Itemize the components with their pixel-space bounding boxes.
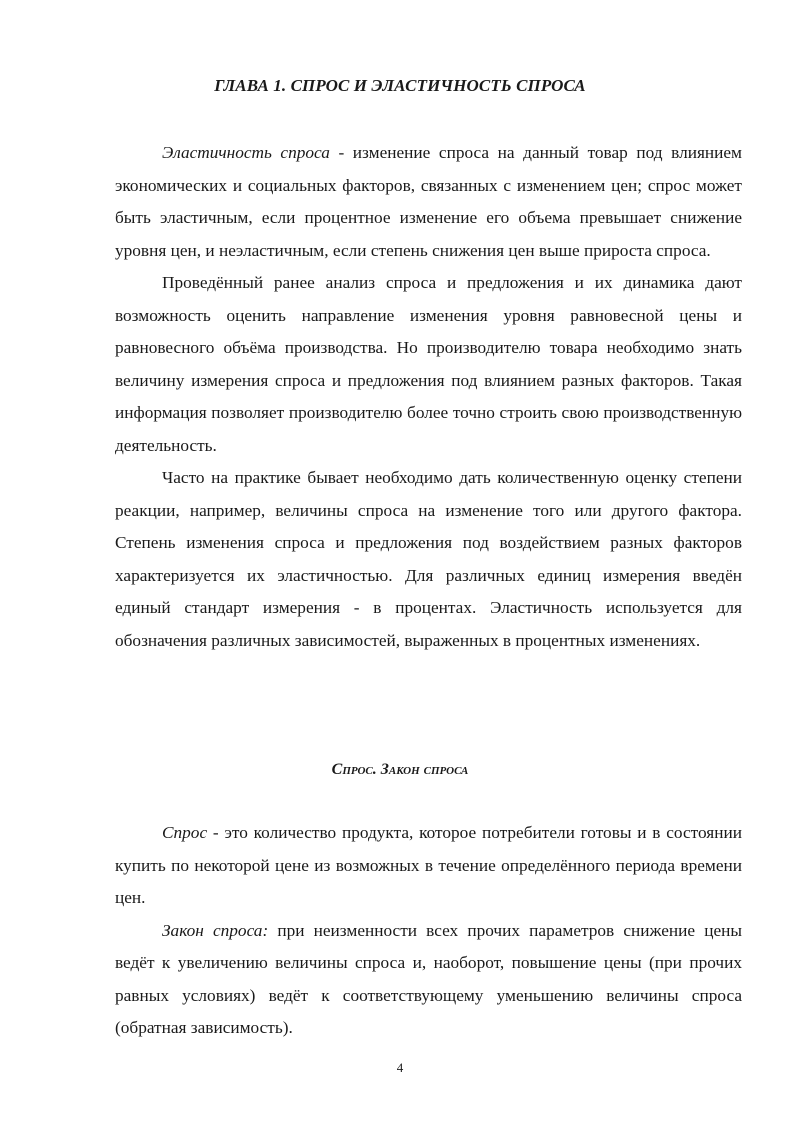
paragraph-text: - изменение спроса на данный товар под влиянием экономических и социальных факторов, связанных с изменением цен; спрос может быть эластичным, если процентное изменение его объема превышает снижение уровня цен, и неэластичным, если степень снижения цен выше прироста спроса. xyxy=(115,143,742,260)
section-title: Спрос. Закон спроса xyxy=(331,761,469,778)
term-law-of-demand: Закон спроса: xyxy=(162,920,269,940)
page-number: 4 xyxy=(396,1060,404,1075)
paragraph-text: Проведённый ранее анализ спроса и предложения и их динамика дают возможность оценить направление изменения уровня равновесной цены и равновесного объёма производства. Но производителю товара необходимо знать величину измерения спроса и предложения под влиянием разных факторов. Такая информация позволяет производителю более точно строить свою производственную деятельность. xyxy=(115,273,742,455)
term-demand: Спрос xyxy=(162,823,208,842)
paragraph-practice xyxy=(115,462,742,657)
term-elasticity: Эластичность спроса xyxy=(162,143,330,162)
paragraph-text: при неизменности всех прочих параметров снижение цены ведёт к увеличению величины спроса и, наоборот, повышение цены (при прочих равных условиях) ведёт к соответствующему уменьшению величины спроса (обратная зависимость). xyxy=(115,920,742,1037)
paragraph-elasticity-definition xyxy=(115,137,742,267)
paragraph-text: Часто на практике бывает необходимо дать количественную оценку степени реакции, например, величины спроса на изменение того или другого фактора. Степень изменения спроса и предложения под воздействием разных факторов характеризуется их эластичностью. Для различных единиц измерения введён единый стандарт измерения - в процентах. Эластичность используется для обозначения различных зависимостей, выраженных в процентных изменениях. xyxy=(115,468,742,650)
chapter-title: ГЛАВА 1. СПРОС И ЭЛАСТИЧНОСТЬ СПРОСА xyxy=(214,76,586,95)
text-block-demand xyxy=(115,817,742,1045)
paragraph-law-of-demand xyxy=(115,915,742,1045)
paragraph-demand-definition xyxy=(115,817,742,915)
paragraph-text: - это количество продукта, которое потребители готовы и в состоянии купить по некоторой цене из возможных в течение определённого периода времени цен. xyxy=(115,823,742,907)
paragraph-analysis xyxy=(115,267,742,462)
text-block-elasticity xyxy=(115,137,742,657)
